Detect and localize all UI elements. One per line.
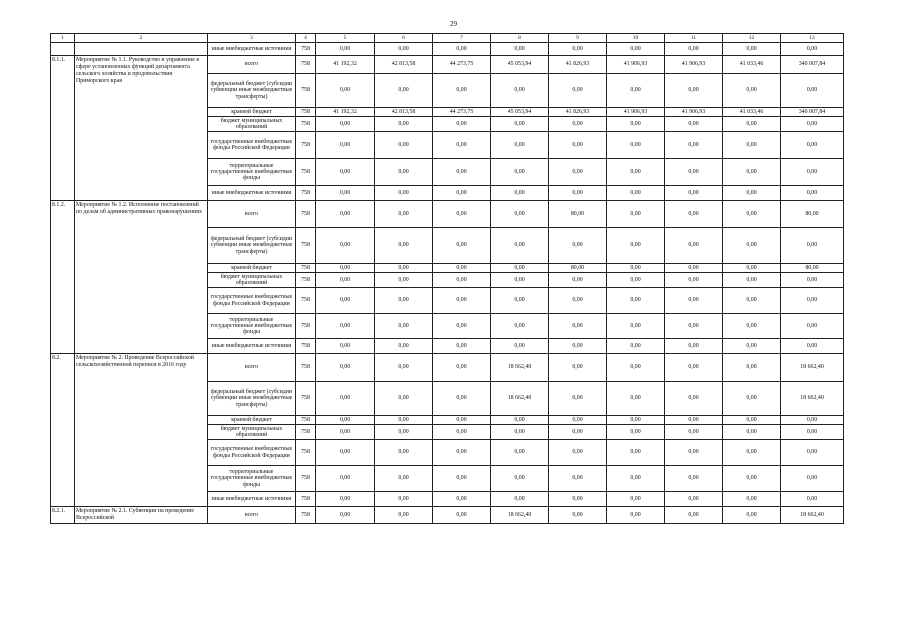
value-cell: 0,00: [607, 288, 665, 314]
value-cell: 0,00: [723, 382, 781, 416]
funding-source-cell: бюджет муниципальных образований: [208, 273, 296, 288]
value-cell: 0,00: [433, 507, 491, 524]
value-cell: 0,00: [316, 201, 375, 228]
value-cell: 0,00: [316, 382, 375, 416]
value-cell: 0,00: [781, 186, 844, 201]
code-cell: 758: [296, 186, 316, 201]
value-cell: 0,00: [549, 132, 607, 159]
value-cell: 0,00: [375, 492, 433, 507]
value-cell: 0,00: [375, 466, 433, 492]
measure-code-cell: 8.1.1.: [51, 56, 75, 201]
header-cell: 4: [296, 34, 316, 43]
value-cell: 0,00: [723, 186, 781, 201]
value-cell: 41 192,32: [316, 108, 375, 117]
header-cell: 1: [51, 34, 75, 43]
value-cell: 0,00: [665, 43, 723, 56]
value-cell: 0,00: [607, 159, 665, 186]
value-cell: 0,00: [433, 425, 491, 440]
table-row: [51, 56, 844, 74]
value-cell: 0,00: [781, 159, 844, 186]
value-cell: 0,00: [549, 440, 607, 466]
header-cell: 12: [723, 34, 781, 43]
value-cell: 340 007,84: [781, 108, 844, 117]
value-cell: 0,00: [781, 273, 844, 288]
value-cell: 0,00: [549, 273, 607, 288]
value-cell: 45 053,94: [491, 56, 549, 74]
funding-source-cell: иные внебюджетные источники: [208, 339, 296, 354]
value-cell: 0,00: [665, 425, 723, 440]
value-cell: 0,00: [375, 339, 433, 354]
code-cell: 758: [296, 416, 316, 425]
funding-source-cell: государственные внебюджетные фонды Российской Федерации: [208, 132, 296, 159]
value-cell: 0,00: [723, 228, 781, 264]
value-cell: 0,00: [316, 264, 375, 273]
funding-source-cell: государственные внебюджетные фонды Российской Федерации: [208, 288, 296, 314]
value-cell: 0,00: [723, 43, 781, 56]
value-cell: 0,00: [491, 159, 549, 186]
code-cell: 758: [296, 339, 316, 354]
funding-source-cell: всего: [208, 507, 296, 524]
value-cell: 0,00: [549, 425, 607, 440]
measure-name-cell: Мероприятие № 2. Проведение Всероссийской сельскохозяйственной переписи в 2016 году: [75, 354, 208, 507]
value-cell: 0,00: [665, 201, 723, 228]
funding-source-cell: всего: [208, 201, 296, 228]
header-cell: 13: [781, 34, 844, 43]
value-cell: 0,00: [491, 201, 549, 228]
value-cell: 340 007,84: [781, 56, 844, 74]
value-cell: 0,00: [607, 507, 665, 524]
value-cell: 0,00: [316, 288, 375, 314]
value-cell: 0,00: [316, 43, 375, 56]
value-cell: 0,00: [549, 339, 607, 354]
value-cell: 0,00: [433, 339, 491, 354]
funding-source-cell: иные внебюджетные источники: [208, 186, 296, 201]
value-cell: 41 906,93: [665, 56, 723, 74]
value-cell: 0,00: [607, 466, 665, 492]
value-cell: 41 033,46: [723, 108, 781, 117]
value-cell: 18 662,40: [781, 382, 844, 416]
value-cell: 0,00: [433, 228, 491, 264]
value-cell: 0,00: [607, 132, 665, 159]
value-cell: 0,00: [433, 117, 491, 132]
value-cell: 0,00: [723, 440, 781, 466]
code-cell: 758: [296, 74, 316, 108]
value-cell: 0,00: [665, 264, 723, 273]
value-cell: 41 906,93: [665, 108, 723, 117]
value-cell: 0,00: [375, 117, 433, 132]
value-cell: 0,00: [665, 466, 723, 492]
value-cell: 0,00: [781, 314, 844, 339]
funding-source-cell: территориальные государственные внебюджетные фонды: [208, 466, 296, 492]
value-cell: 0,00: [549, 228, 607, 264]
value-cell: 0,00: [549, 314, 607, 339]
value-cell: 0,00: [316, 339, 375, 354]
value-cell: 0,00: [491, 264, 549, 273]
code-cell: 758: [296, 56, 316, 74]
value-cell: 0,00: [549, 74, 607, 108]
value-cell: 0,00: [781, 117, 844, 132]
value-cell: 0,00: [316, 117, 375, 132]
value-cell: 41 906,93: [607, 56, 665, 74]
value-cell: 0,00: [781, 132, 844, 159]
value-cell: 0,00: [549, 382, 607, 416]
code-cell: 758: [296, 492, 316, 507]
value-cell: 0,00: [316, 186, 375, 201]
value-cell: 0,00: [665, 492, 723, 507]
header-cell: 6: [375, 34, 433, 43]
value-cell: 41 192,32: [316, 56, 375, 74]
value-cell: 0,00: [375, 159, 433, 186]
value-cell: 0,00: [781, 440, 844, 466]
value-cell: 0,00: [316, 273, 375, 288]
measure-code-cell: 8.2.1.: [51, 507, 75, 524]
code-cell: 758: [296, 425, 316, 440]
funding-source-cell: федеральный бюджет (субсидии субвенции иные межбюджетные трансферты): [208, 228, 296, 264]
table-row: [51, 507, 844, 524]
value-cell: 0,00: [607, 264, 665, 273]
value-cell: 0,00: [491, 228, 549, 264]
value-cell: 80,00: [781, 201, 844, 228]
empty-cell: [51, 43, 75, 56]
value-cell: 0,00: [607, 186, 665, 201]
value-cell: 0,00: [781, 288, 844, 314]
value-cell: 0,00: [316, 228, 375, 264]
value-cell: 0,00: [607, 339, 665, 354]
value-cell: 0,00: [665, 132, 723, 159]
value-cell: 0,00: [375, 314, 433, 339]
code-cell: 758: [296, 466, 316, 492]
value-cell: 0,00: [723, 132, 781, 159]
code-cell: 758: [296, 228, 316, 264]
value-cell: 0,00: [375, 416, 433, 425]
value-cell: 0,00: [491, 74, 549, 108]
value-cell: 0,00: [433, 159, 491, 186]
value-cell: 0,00: [665, 382, 723, 416]
value-cell: 0,00: [607, 425, 665, 440]
value-cell: 0,00: [491, 416, 549, 425]
value-cell: 0,00: [491, 440, 549, 466]
value-cell: 0,00: [433, 466, 491, 492]
code-cell: 758: [296, 382, 316, 416]
code-cell: 758: [296, 43, 316, 56]
value-cell: 0,00: [491, 117, 549, 132]
funding-source-cell: краевой бюджет: [208, 264, 296, 273]
value-cell: 0,00: [316, 132, 375, 159]
value-cell: 18 662,40: [491, 354, 549, 382]
value-cell: 0,00: [607, 416, 665, 425]
value-cell: 0,00: [607, 201, 665, 228]
funding-source-cell: иные внебюджетные источники: [208, 43, 296, 56]
value-cell: 0,00: [433, 186, 491, 201]
header-cell: 2: [75, 34, 208, 43]
value-cell: 0,00: [491, 425, 549, 440]
value-cell: 0,00: [723, 492, 781, 507]
value-cell: 0,00: [665, 354, 723, 382]
code-cell: 758: [296, 288, 316, 314]
value-cell: 0,00: [316, 416, 375, 425]
value-cell: 0,00: [781, 492, 844, 507]
value-cell: 0,00: [491, 132, 549, 159]
value-cell: 0,00: [491, 492, 549, 507]
value-cell: 0,00: [549, 117, 607, 132]
value-cell: 0,00: [665, 159, 723, 186]
value-cell: 0,00: [433, 440, 491, 466]
code-cell: 758: [296, 117, 316, 132]
value-cell: 45 053,94: [491, 108, 549, 117]
value-cell: 0,00: [665, 288, 723, 314]
value-cell: 0,00: [316, 74, 375, 108]
code-cell: 758: [296, 354, 316, 382]
value-cell: 0,00: [433, 492, 491, 507]
value-cell: 0,00: [549, 43, 607, 56]
header-cell: 3: [208, 34, 296, 43]
value-cell: 0,00: [723, 74, 781, 108]
value-cell: 41 906,93: [607, 108, 665, 117]
value-cell: 0,00: [316, 440, 375, 466]
value-cell: 0,00: [665, 440, 723, 466]
value-cell: 0,00: [781, 228, 844, 264]
measure-code-cell: 8.1.2.: [51, 201, 75, 354]
table-row: [51, 354, 844, 382]
value-cell: 0,00: [665, 228, 723, 264]
value-cell: 0,00: [491, 466, 549, 492]
value-cell: 0,00: [316, 159, 375, 186]
value-cell: 0,00: [316, 314, 375, 339]
value-cell: 0,00: [433, 201, 491, 228]
value-cell: 0,00: [607, 492, 665, 507]
funding-source-cell: государственные внебюджетные фонды Российской Федерации: [208, 440, 296, 466]
measure-name-cell: Мероприятие № 2.1. Субвенции на проведение Всероссийской: [75, 507, 208, 524]
value-cell: 44 273,75: [433, 108, 491, 117]
value-cell: 0,00: [723, 159, 781, 186]
measure-name-cell: Мероприятие № 1.2. Исполнение постановлений по делам об административных правонарушениях: [75, 201, 208, 354]
code-cell: 758: [296, 273, 316, 288]
value-cell: 0,00: [433, 273, 491, 288]
value-cell: 0,00: [491, 273, 549, 288]
value-cell: 42 813,58: [375, 56, 433, 74]
funding-source-cell: территориальные государственные внебюджетные фонды: [208, 159, 296, 186]
table-row: [51, 201, 844, 228]
value-cell: 0,00: [665, 186, 723, 201]
value-cell: 0,00: [665, 273, 723, 288]
header-cell: 8: [491, 34, 549, 43]
value-cell: 18 662,40: [781, 507, 844, 524]
funding-source-cell: территориальные государственные внебюджетные фонды: [208, 314, 296, 339]
value-cell: 0,00: [433, 314, 491, 339]
value-cell: 0,00: [781, 425, 844, 440]
value-cell: 0,00: [433, 354, 491, 382]
code-cell: 758: [296, 159, 316, 186]
value-cell: 0,00: [723, 466, 781, 492]
value-cell: 0,00: [665, 74, 723, 108]
value-cell: 0,00: [723, 264, 781, 273]
value-cell: 0,00: [607, 228, 665, 264]
measure-name-cell: Мероприятие № 1.1. Руководство и управление в сфере установленных функций департамента сельского хозяйства и продовольствия Приморского края: [75, 56, 208, 201]
value-cell: 0,00: [375, 507, 433, 524]
funding-source-cell: федеральный бюджет (субсидии субвенции иные межбюджетные трансферты): [208, 382, 296, 416]
funding-source-cell: федеральный бюджет (субсидии субвенции иные межбюджетные трансферты): [208, 74, 296, 108]
value-cell: 0,00: [433, 132, 491, 159]
funding-source-cell: краевой бюджет: [208, 108, 296, 117]
value-cell: 42 813,58: [375, 108, 433, 117]
value-cell: 0,00: [316, 492, 375, 507]
value-cell: 0,00: [433, 416, 491, 425]
header-cell: 9: [549, 34, 607, 43]
value-cell: 41 033,46: [723, 56, 781, 74]
value-cell: 41 826,93: [549, 108, 607, 117]
value-cell: 0,00: [607, 117, 665, 132]
code-cell: 758: [296, 314, 316, 339]
value-cell: 0,00: [316, 425, 375, 440]
value-cell: 0,00: [723, 201, 781, 228]
value-cell: 0,00: [375, 186, 433, 201]
value-cell: 0,00: [665, 339, 723, 354]
value-cell: 0,00: [433, 264, 491, 273]
value-cell: 0,00: [491, 339, 549, 354]
value-cell: 0,00: [491, 186, 549, 201]
value-cell: 0,00: [375, 354, 433, 382]
funding-source-cell: всего: [208, 354, 296, 382]
value-cell: 44 273,75: [433, 56, 491, 74]
value-cell: 0,00: [723, 288, 781, 314]
value-cell: 0,00: [375, 264, 433, 273]
budget-table: [50, 33, 844, 524]
funding-source-cell: всего: [208, 56, 296, 74]
value-cell: 0,00: [723, 339, 781, 354]
code-cell: 758: [296, 132, 316, 159]
code-cell: 758: [296, 201, 316, 228]
value-cell: 0,00: [723, 507, 781, 524]
value-cell: 0,00: [375, 425, 433, 440]
table-row: [51, 43, 844, 56]
measure-code-cell: 8.2.: [51, 354, 75, 507]
value-cell: 0,00: [549, 159, 607, 186]
code-cell: 758: [296, 507, 316, 524]
value-cell: 0,00: [375, 382, 433, 416]
value-cell: 0,00: [549, 492, 607, 507]
value-cell: 0,00: [665, 507, 723, 524]
value-cell: 0,00: [549, 507, 607, 524]
value-cell: 0,00: [607, 354, 665, 382]
value-cell: 0,00: [549, 416, 607, 425]
code-cell: 758: [296, 108, 316, 117]
code-cell: 758: [296, 440, 316, 466]
value-cell: 0,00: [781, 74, 844, 108]
value-cell: 0,00: [781, 466, 844, 492]
value-cell: 0,00: [433, 382, 491, 416]
value-cell: 18 662,40: [491, 507, 549, 524]
value-cell: 0,00: [549, 288, 607, 314]
value-cell: 0,00: [607, 314, 665, 339]
value-cell: 0,00: [781, 416, 844, 425]
value-cell: 80,00: [781, 264, 844, 273]
value-cell: 0,00: [375, 228, 433, 264]
header-cell: 7: [433, 34, 491, 43]
value-cell: 0,00: [316, 507, 375, 524]
value-cell: 0,00: [491, 314, 549, 339]
value-cell: 0,00: [665, 416, 723, 425]
value-cell: 0,00: [723, 425, 781, 440]
value-cell: 0,00: [723, 117, 781, 132]
value-cell: 0,00: [781, 43, 844, 56]
header-row: [51, 34, 844, 43]
header-cell: 11: [665, 34, 723, 43]
value-cell: 18 662,40: [781, 354, 844, 382]
value-cell: 0,00: [375, 273, 433, 288]
value-cell: 0,00: [375, 288, 433, 314]
page-number: 29: [450, 20, 457, 28]
value-cell: 0,00: [433, 288, 491, 314]
value-cell: 0,00: [549, 466, 607, 492]
value-cell: 0,00: [375, 43, 433, 56]
value-cell: 0,00: [375, 440, 433, 466]
value-cell: 0,00: [723, 416, 781, 425]
value-cell: 0,00: [723, 314, 781, 339]
funding-source-cell: краевой бюджет: [208, 416, 296, 425]
value-cell: 0,00: [491, 288, 549, 314]
value-cell: 0,00: [607, 74, 665, 108]
header-cell: 10: [607, 34, 665, 43]
value-cell: 0,00: [607, 440, 665, 466]
funding-source-cell: бюджет муниципальных образований: [208, 425, 296, 440]
funding-source-cell: иные внебюджетные источники: [208, 492, 296, 507]
code-cell: 758: [296, 264, 316, 273]
value-cell: 0,00: [375, 201, 433, 228]
value-cell: 18 662,40: [491, 382, 549, 416]
value-cell: 0,00: [433, 74, 491, 108]
empty-cell: [75, 43, 208, 56]
header-cell: 5: [316, 34, 375, 43]
value-cell: 80,00: [549, 264, 607, 273]
value-cell: 0,00: [549, 354, 607, 382]
value-cell: 0,00: [375, 74, 433, 108]
value-cell: 0,00: [316, 466, 375, 492]
value-cell: 0,00: [781, 339, 844, 354]
value-cell: 0,00: [491, 43, 549, 56]
funding-source-cell: бюджет муниципальных образований: [208, 117, 296, 132]
value-cell: 41 826,93: [549, 56, 607, 74]
value-cell: 0,00: [665, 117, 723, 132]
value-cell: 80,00: [549, 201, 607, 228]
value-cell: 0,00: [433, 43, 491, 56]
value-cell: 0,00: [607, 273, 665, 288]
value-cell: 0,00: [665, 314, 723, 339]
value-cell: 0,00: [607, 43, 665, 56]
value-cell: 0,00: [607, 382, 665, 416]
value-cell: 0,00: [723, 273, 781, 288]
value-cell: 0,00: [375, 132, 433, 159]
value-cell: 0,00: [316, 354, 375, 382]
value-cell: 0,00: [549, 186, 607, 201]
value-cell: 0,00: [723, 354, 781, 382]
